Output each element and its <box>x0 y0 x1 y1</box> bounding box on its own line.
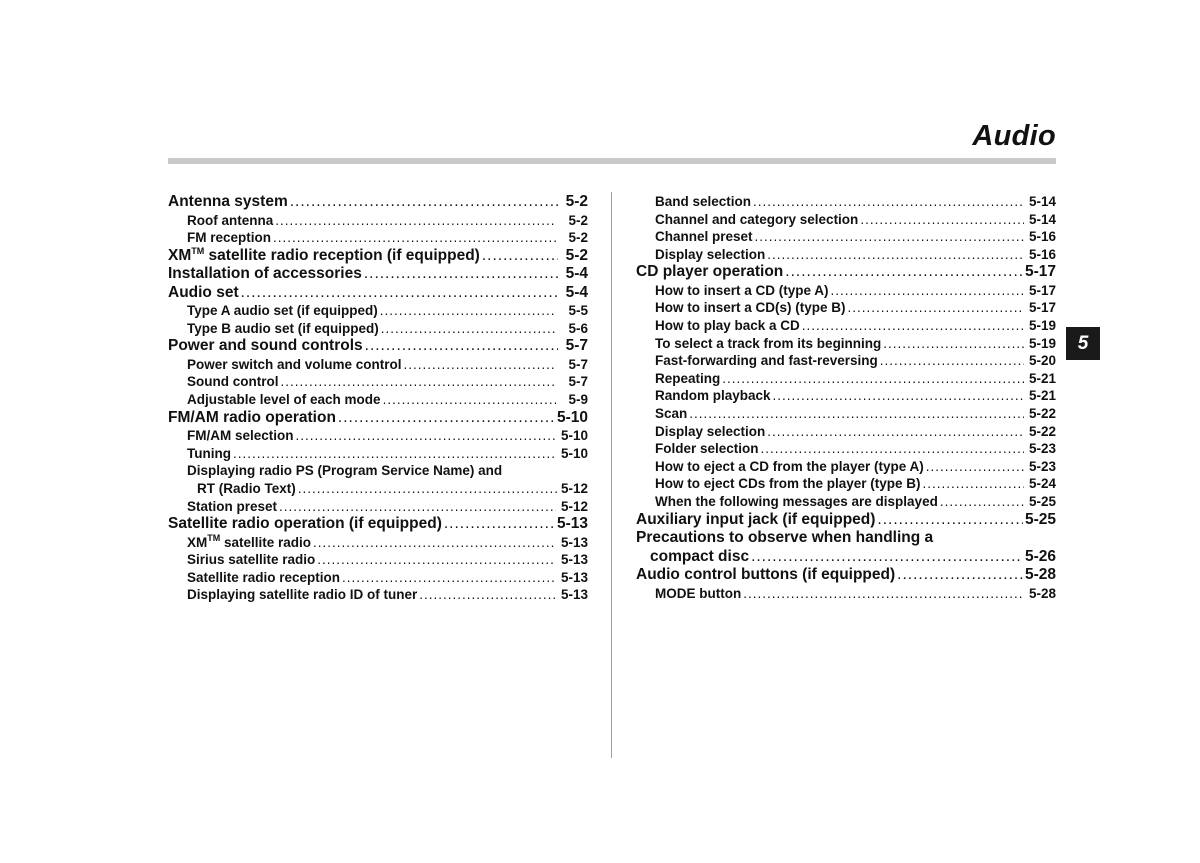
toc-entry-label: Fast-forwarding and fast-reversing <box>655 353 878 369</box>
toc-entry[interactable] <box>168 551 588 569</box>
toc-entry-label: Auxiliary input jack (if equipped) <box>636 510 876 528</box>
toc-entry-label: Type B audio set (if equipped) <box>187 320 379 336</box>
toc-page-number: 5-13 <box>560 534 588 550</box>
toc-entry-label: To select a track from its beginning <box>655 335 882 351</box>
page-title: Audio <box>972 120 1056 152</box>
toc-entry-label: How to play back a CD <box>655 318 800 334</box>
toc-entry-label: Precautions to observe when handling a <box>636 529 934 547</box>
toc-page-number: 5-17 <box>1028 282 1056 298</box>
toc-entry-label: Antenna system <box>168 193 288 210</box>
dot-leader <box>926 458 1024 476</box>
toc-page-number: 5-17 <box>1028 300 1056 316</box>
toc-page-number: 5-24 <box>1028 476 1056 492</box>
dot-leader <box>383 391 556 409</box>
dot-leader <box>419 586 556 604</box>
toc-entry-label: compact disc <box>650 547 750 565</box>
dot-leader <box>722 370 1024 388</box>
toc-page-number: 5-28 <box>1028 585 1056 601</box>
toc-entry[interactable] <box>168 284 588 303</box>
dot-leader <box>761 440 1024 458</box>
toc-entry[interactable] <box>636 299 1056 317</box>
toc-entry-label: Adjustable level of each mode <box>187 392 381 408</box>
toc-entry-continuation <box>636 548 1056 567</box>
toc-page-number: 5-14 <box>1028 194 1056 209</box>
toc-entry-label <box>187 534 311 552</box>
toc-entry-label: RT (Radio Text) <box>197 480 296 496</box>
dot-leader <box>381 320 556 338</box>
toc-entry[interactable] <box>636 475 1056 493</box>
dot-leader <box>233 445 556 463</box>
dot-leader <box>241 284 558 303</box>
toc-entry[interactable] <box>168 586 588 604</box>
toc-page-number: 5-22 <box>1028 406 1056 422</box>
toc-left-column <box>168 193 588 604</box>
dot-leader <box>338 409 555 428</box>
toc-page-number: 5-9 <box>568 392 588 408</box>
toc-page-number: 5-23 <box>1028 441 1056 457</box>
toc-page-number: 5-2 <box>568 212 588 228</box>
toc-entry[interactable] <box>168 462 588 497</box>
toc-entry[interactable] <box>168 356 588 374</box>
toc-entry-label: How to insert a CD (type A) <box>655 282 829 298</box>
toc-page-number: 5-16 <box>1028 246 1056 262</box>
toc-entry[interactable] <box>636 423 1056 441</box>
toc-entry-label: Roof antenna <box>187 212 274 228</box>
toc-entry-label: How to eject a CD from the player (type A) <box>655 458 924 474</box>
dot-leader <box>848 299 1024 317</box>
dot-leader <box>802 317 1024 335</box>
toc-entry-label: Sound control <box>187 374 279 390</box>
label-prefix: XM <box>168 246 192 264</box>
dot-leader <box>275 212 556 230</box>
toc-entry[interactable] <box>168 391 588 409</box>
toc-entry[interactable] <box>636 405 1056 423</box>
toc-entry[interactable] <box>168 409 588 428</box>
dot-leader <box>364 265 558 284</box>
toc-entry-label: Sirius satellite radio <box>187 552 316 568</box>
toc-entry[interactable] <box>168 337 588 356</box>
toc-page-number: 5-7 <box>565 337 588 355</box>
dot-leader <box>342 569 556 587</box>
toc-entry[interactable] <box>168 515 588 534</box>
dot-leader <box>785 263 1023 282</box>
toc-entry-label: Tuning <box>187 445 231 461</box>
toc-entry-label: Power switch and volume control <box>187 356 402 372</box>
toc-page-number: 5-22 <box>1028 423 1056 439</box>
toc-entry[interactable] <box>636 317 1056 335</box>
dot-leader <box>897 566 1023 585</box>
toc-entry[interactable] <box>636 193 1056 211</box>
dot-leader <box>860 211 1024 229</box>
header-rule <box>168 158 1056 164</box>
toc-entry[interactable] <box>636 211 1056 229</box>
toc-entry-label: When the following messages are displayed <box>655 494 938 509</box>
toc-entry[interactable] <box>168 302 588 320</box>
toc-entry-label: Power and sound controls <box>168 337 363 355</box>
toc-entry[interactable] <box>168 373 588 391</box>
toc-page-number: 5-28 <box>1024 566 1056 584</box>
toc-page-number: 5-21 <box>1028 370 1056 386</box>
toc-page-number: 5-10 <box>560 445 588 461</box>
toc-page-number: 5-19 <box>1028 318 1056 334</box>
toc-entry[interactable] <box>168 247 588 266</box>
toc-entry-label: CD player operation <box>636 263 784 281</box>
toc-entry-label: Folder selection <box>655 441 759 457</box>
toc-entry-label: FM/AM selection <box>187 428 294 444</box>
dot-leader <box>290 193 558 212</box>
toc-entry-label: Repeating <box>655 370 721 386</box>
toc-entry-label <box>168 247 480 266</box>
toc-page-number: 5-6 <box>568 320 588 336</box>
toc-page-number: 5-2 <box>565 246 588 264</box>
toc-entry[interactable] <box>636 228 1056 246</box>
toc-page-number: 5-2 <box>568 230 588 246</box>
toc-entry[interactable] <box>636 458 1056 476</box>
toc-entry-label: Satellite radio operation (if equipped) <box>168 515 442 533</box>
dot-leader <box>767 423 1024 441</box>
toc-entry-label: Channel preset <box>655 229 753 245</box>
dot-leader <box>296 427 556 445</box>
toc-entry[interactable] <box>636 493 1056 511</box>
toc-entry-continuation <box>187 480 588 498</box>
toc-entry[interactable] <box>636 246 1056 264</box>
toc-entry[interactable] <box>168 265 588 284</box>
dot-leader <box>273 229 556 247</box>
label-suffix: satellite radio <box>220 534 312 550</box>
toc-page-number: 5-4 <box>565 283 588 301</box>
toc-entry-label: FM/AM radio operation <box>168 408 336 426</box>
dot-leader <box>755 228 1024 246</box>
toc-entry[interactable] <box>636 370 1056 388</box>
label-suffix: satellite radio reception (if equipped) <box>204 246 480 264</box>
dot-leader <box>281 373 557 391</box>
toc-entry[interactable] <box>168 212 588 230</box>
dot-leader <box>317 551 556 569</box>
toc-page-number: 5-10 <box>556 408 588 426</box>
label-prefix: XM <box>187 534 208 550</box>
toc-page-number: 5-19 <box>1028 335 1056 351</box>
dot-leader <box>751 548 1023 567</box>
dot-leader <box>279 498 556 516</box>
toc-page-number: 5-21 <box>1028 388 1056 404</box>
toc-entry[interactable] <box>636 387 1056 405</box>
toc-right-column <box>636 193 1056 602</box>
trademark-sup: TM <box>191 245 205 256</box>
dot-leader <box>365 337 558 356</box>
dot-leader <box>753 193 1024 211</box>
toc-page-number: 5-13 <box>560 587 588 603</box>
toc-page-number: 5-13 <box>560 552 588 568</box>
toc-entry[interactable] <box>168 320 588 338</box>
toc-page-number: 5-2 <box>565 193 588 210</box>
toc-page-number: 5-26 <box>1024 547 1056 565</box>
toc-entry[interactable] <box>636 566 1056 585</box>
toc-page-number: 5-4 <box>565 265 588 283</box>
toc-entry-label: Station preset <box>187 498 278 514</box>
toc-page-number: 5-13 <box>556 515 588 533</box>
toc-entry[interactable] <box>168 193 588 212</box>
toc-entry[interactable] <box>168 427 588 445</box>
toc-entry[interactable] <box>168 569 588 587</box>
toc-entry[interactable] <box>636 263 1056 282</box>
dot-leader <box>298 480 559 498</box>
toc-entry[interactable] <box>168 534 588 552</box>
toc-entry[interactable] <box>636 335 1056 353</box>
toc-entry[interactable] <box>168 445 588 463</box>
toc-page-number: 5-25 <box>1028 494 1056 509</box>
toc-entry-label: Audio set <box>168 283 239 301</box>
dot-leader <box>923 475 1024 493</box>
toc-entry-label: Channel and category selection <box>655 211 859 227</box>
toc-page-number: 5-7 <box>568 356 588 372</box>
dot-leader <box>883 335 1024 353</box>
toc-entry[interactable] <box>636 511 1056 530</box>
dot-leader <box>482 247 558 266</box>
dot-leader <box>689 405 1024 423</box>
toc-entry-label: Displaying radio PS (Program Service Name) and <box>187 463 503 479</box>
dot-leader <box>831 282 1024 300</box>
dot-leader <box>940 493 1024 511</box>
dot-leader <box>444 515 555 534</box>
toc-entry[interactable] <box>168 498 588 516</box>
toc-entry-label: Installation of accessories <box>168 265 362 283</box>
toc-entry[interactable] <box>636 529 1056 566</box>
toc-entry-label: Display selection <box>655 423 766 439</box>
toc-entry-label: Displaying satellite radio ID of tuner <box>187 587 418 603</box>
toc-entry-label: How to eject CDs from the player (type B) <box>655 476 921 492</box>
toc-entry-label: Display selection <box>655 246 766 262</box>
dot-leader <box>313 534 556 552</box>
toc-entry[interactable] <box>636 440 1056 458</box>
toc-entry-label: Audio control buttons (if equipped) <box>636 566 896 584</box>
trademark-sup: TM <box>207 532 221 543</box>
dot-leader <box>877 511 1023 530</box>
dot-leader <box>880 352 1024 370</box>
toc-entry[interactable] <box>168 229 588 247</box>
dot-leader <box>767 246 1024 264</box>
toc-entry-label: Scan <box>655 406 688 422</box>
toc-page-number: 5-23 <box>1028 458 1056 474</box>
toc-page-number: 5-25 <box>1024 510 1056 528</box>
toc-page-number: 5-20 <box>1028 353 1056 369</box>
toc-entry-label: Type A audio set (if equipped) <box>187 303 378 319</box>
toc-page-number: 5-5 <box>568 303 588 319</box>
toc-page-number: 5-14 <box>1028 211 1056 227</box>
toc-page-number: 5-10 <box>560 428 588 444</box>
toc-entry-label: FM reception <box>187 230 272 246</box>
toc-entry-label: Satellite radio reception <box>187 569 341 585</box>
toc-page-number: 5-16 <box>1028 229 1056 245</box>
dot-leader <box>773 387 1024 405</box>
dot-leader <box>743 585 1024 603</box>
toc-entry[interactable] <box>636 282 1056 300</box>
toc-entry-label: MODE button <box>655 585 742 601</box>
toc-entry-label: How to insert a CD(s) (type B) <box>655 300 846 316</box>
toc-entry[interactable] <box>636 585 1056 603</box>
toc-entry-label: Band selection <box>655 194 752 209</box>
column-divider <box>611 192 612 758</box>
toc-page-number: 5-17 <box>1024 263 1056 281</box>
toc-entry-label: Random playback <box>655 388 771 404</box>
dot-leader <box>380 302 556 320</box>
toc-page-number: 5-12 <box>560 498 588 514</box>
chapter-tab[interactable]: 5 <box>1066 327 1100 360</box>
toc-page-number: 5-12 <box>560 480 588 496</box>
toc-entry[interactable] <box>636 352 1056 370</box>
dot-leader <box>404 356 556 374</box>
toc-page-number: 5-7 <box>568 374 588 390</box>
toc-page-number: 5-13 <box>560 569 588 585</box>
